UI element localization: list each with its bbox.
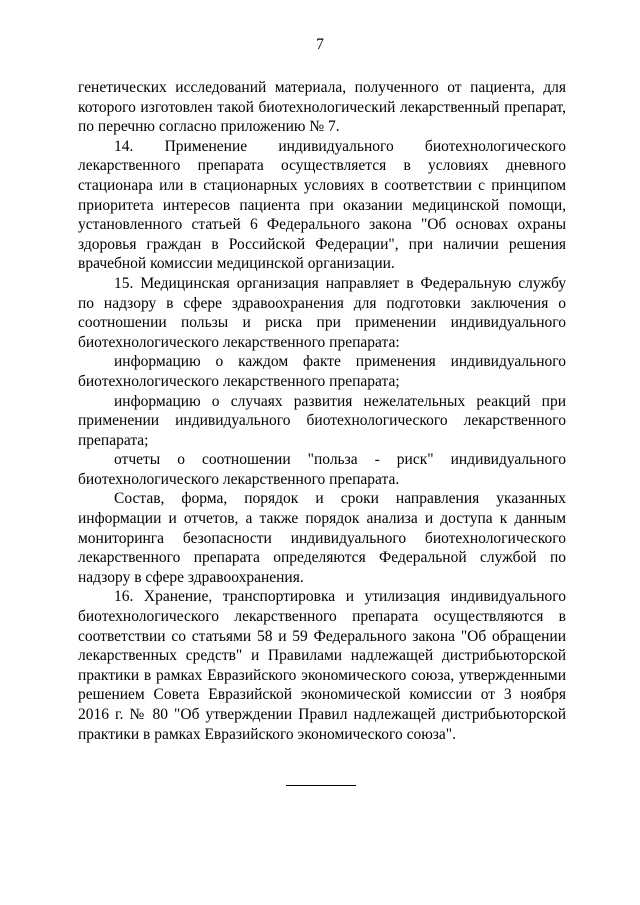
paragraph-item-16: 16. Хранение, транспортировка и утилизация индивидуального биотехнологического лекарственного препарата осуществляются в соответствии со статьями 58 и 59 Федерального закона "Об обращении лекарственных средств" и Правилами надлежащей дистрибьюторской практики в рамках Евразийского экономического союза, утвержденными решением Совета Евразийской экономической комиссии от 3 ноября 2016 г. № 80 "Об утверждении Правил надлежащей дистрибьюторской практики в рамках Евразийского экономического союза". — [78, 588, 566, 743]
paragraph-item-14: 14. Применение индивидуального биотехнологического лекарственного препарата осуществляется в условиях дневного стационара или в стационарных условиях в соответствии с принципом приоритета интересов пациента при оказании медицинской помощи, установленного статьей 6 Федерального закона "Об основах охраны здоровья граждан в Российской Федерации", при наличии решения врачебной комиссии медицинской организации. — [78, 137, 566, 273]
paragraph-list-item: информацию о каждом факте применения индивидуального биотехнологического лекарственного препарата; — [78, 353, 566, 390]
paragraph-list-item: отчеты о соотношении "польза - риск" индивидуального биотехнологического лекарственного препарата. — [78, 451, 566, 488]
paragraph-continuation: генетических исследований материала, полученного от пациента, для которого изготовлен такой биотехнологический лекарственный препарат, по перечню согласно приложению № 7. — [78, 79, 566, 136]
end-separator-line — [286, 785, 356, 786]
paragraph-list-item: информацию о случаях развития нежелательных реакций при применении индивидуального биотехнологического лекарственного препарата; — [78, 392, 566, 449]
page-number: 7 — [316, 36, 324, 53]
paragraph-item-15: 15. Медицинская организация направляет в Федеральную службу по надзору в сфере здравоохранения для подготовки заключения о соотношении пользы и риска при применении индивидуального биотехнологического лекарственного препарата: — [78, 274, 566, 351]
paragraph-procedure: Состав, форма, порядок и сроки направления указанных информации и отчетов, а также порядок анализа и доступа к данным мониторинга безопасности индивидуального биотехнологического лекарственного препарата определяются Федеральной службой по надзору в сфере здравоохранения. — [78, 490, 566, 586]
document-body — [78, 78, 566, 744]
